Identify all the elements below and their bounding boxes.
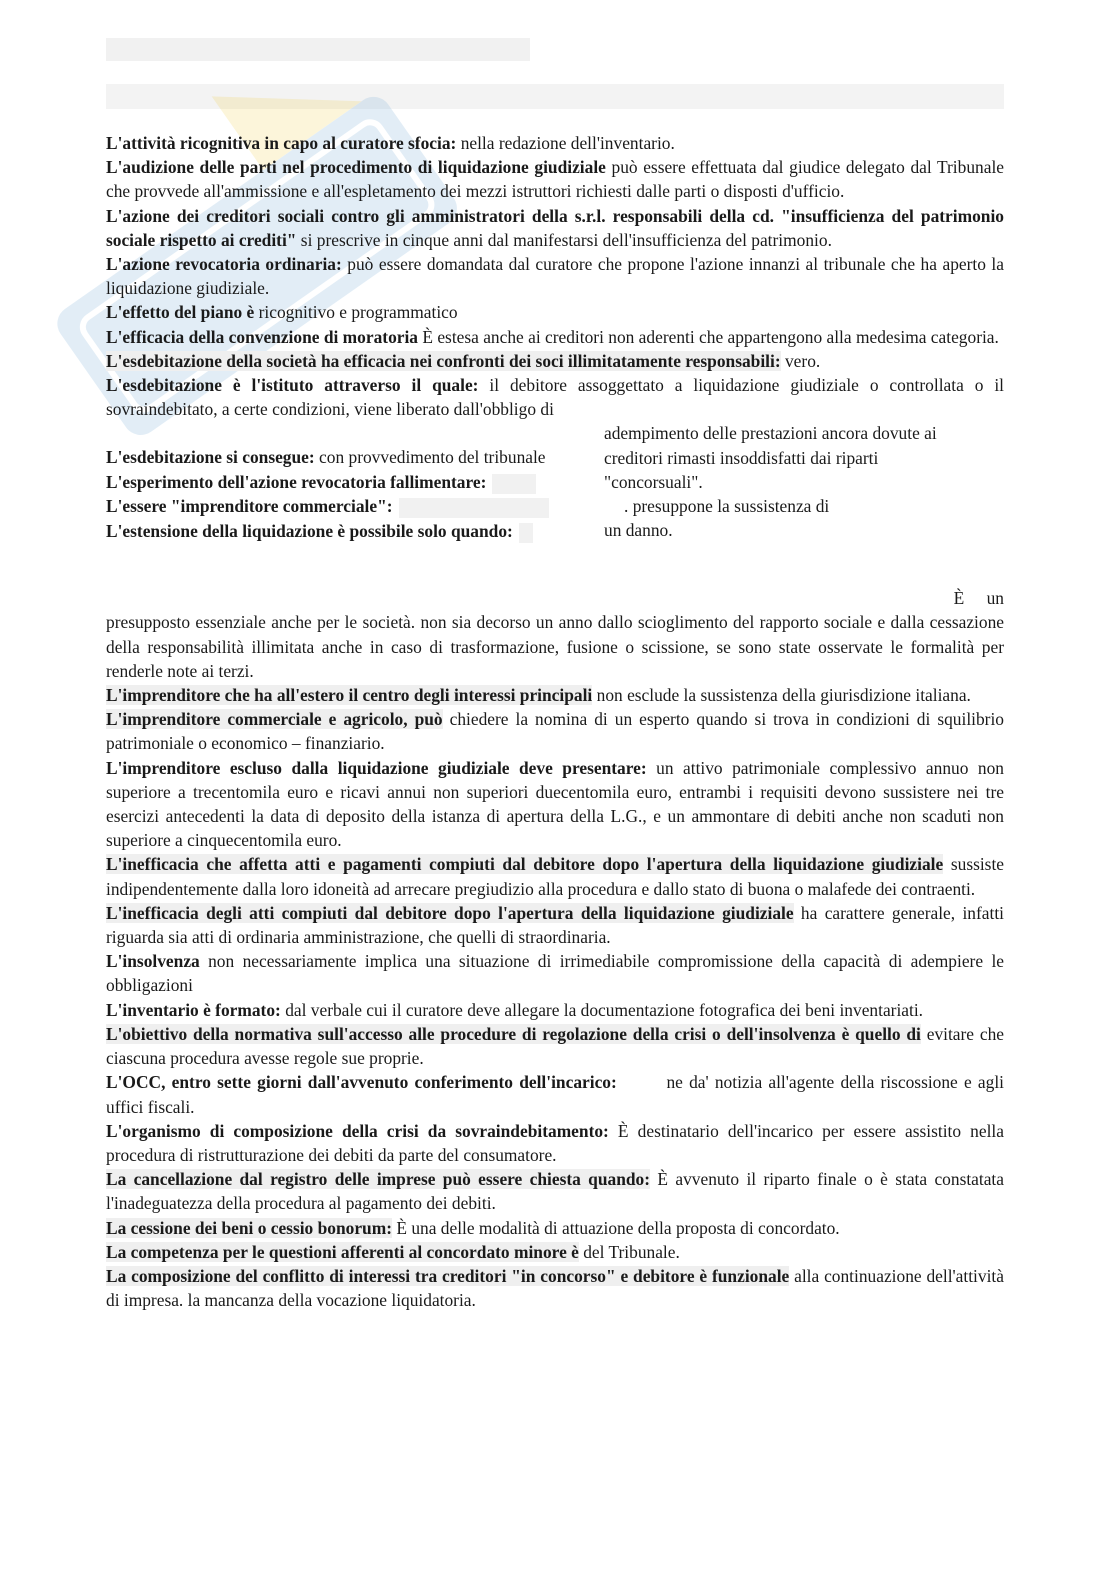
block-right-line: . presuppone la sussistenza di <box>624 496 830 516</box>
definition-entry <box>106 155 1004 203</box>
entry-term: L'esdebitazione della società ha efficacia nei confronti dei soci illimitatamente responsabili: <box>106 350 781 371</box>
entry-text: nella redazione dell'inventario. <box>456 133 675 153</box>
entry-term: L'OCC, entro sette giorni dall'avvenuto conferimento dell'incarico: <box>106 1072 617 1093</box>
definition-entry <box>106 1167 1004 1215</box>
entry-text: È una delle modalità di attuazione della proposta di concordato. <box>392 1217 840 1238</box>
definition-entry <box>106 949 1004 997</box>
block-right-end: È un <box>953 588 1004 609</box>
entry-text: del Tribunale. <box>578 1241 680 1262</box>
entry-text: ne da' notizia all'agente della riscossione e agli uffici fiscali. <box>106 1072 1009 1117</box>
entry-term: L'esdebitazione è l'istituto attraverso il quale: <box>106 375 479 396</box>
entry-term: L'inefficacia degli atti compiuti dal debitore dopo l'apertura della liquidazione giudiziale <box>106 902 794 923</box>
overlapping-text-block <box>106 421 1004 610</box>
definitions-list-b <box>106 683 1009 1312</box>
entry-term: L'azione revocatoria ordinaria: <box>106 254 342 275</box>
entry-term: L'imprenditore escluso dalla liquidazione giudiziale deve presentare: <box>106 757 647 778</box>
entry-text: dal verbale cui il curatore deve allegare la documentazione fotografica dei beni inventariati. <box>280 999 924 1020</box>
entry-text: può essere effettuata dal giudice delegato dal Tribunale che provvede all'ammissione e all'espletamento dei mezzi istruttori richiesti dalle parti o disposti d'ufficio. <box>106 157 1004 202</box>
definition-entry <box>106 1119 1004 1167</box>
block-right-line: creditori rimasti insoddisfatti dai riparti <box>604 447 879 468</box>
definition-entry <box>106 901 1004 949</box>
definition-entry <box>106 325 1004 349</box>
entry-term: L'audizione delle parti nel procedimento di liquidazione giudiziale <box>106 157 606 178</box>
entry-text: ha carattere generale, infatti riguarda sia atti di ordinaria amministrazione, che quelli di straordinaria. <box>106 902 1004 948</box>
definition-entry <box>106 1022 1004 1070</box>
definition-entry <box>106 1264 1004 1312</box>
subheader-placeholder-bar <box>106 84 1004 109</box>
block-left-line: L'estensione della liquidazione è possibile solo quando: <box>106 519 626 544</box>
entry-term: La cancellazione dal registro delle imprese può essere chiesta quando: <box>106 1169 651 1190</box>
header-placeholder-bar <box>106 38 530 61</box>
entry-term: L'attività ricognitiva in capo al curatore sfocia: <box>106 133 457 153</box>
definition-entry <box>106 373 1004 421</box>
definition-entry <box>106 683 1004 707</box>
definition-entry <box>106 998 1004 1022</box>
entry-text: il debitore assoggettato a liquidazione giudiziale o controllata o il sovraindebitato, a certe condizioni, viene liberato dall'obbligo di <box>106 375 1005 420</box>
entry-text: vero. <box>780 350 821 371</box>
entry-text: chiedere la nomina di un esperto quando si trova in condizioni di squilibrio patrimoniale o economico – finanziario. <box>106 709 1005 754</box>
block-left-line: L'esdebitazione si consegue: con provvedimento del tribunale <box>106 447 546 468</box>
definition-entry <box>106 1240 1004 1264</box>
block-left-line: L'esperimento dell'azione revocatoria fallimentare: <box>106 470 626 495</box>
entry-text: È estesa anche ai creditori non aderenti che appartengono alla medesima categoria. <box>418 326 999 347</box>
entry-term: L'inefficacia che affetta atti e pagamenti compiuti dal debitore dopo l'apertura della liquidazione giudiziale <box>106 854 944 875</box>
block-left-line: L'essere "imprenditore commerciale": <box>106 494 626 519</box>
definition-entry <box>106 131 1004 155</box>
entry-text: evitare che ciascuna procedura avesse regole sue proprie. <box>106 1023 1004 1069</box>
entry-text: può essere domandata dal curatore che propone l'azione innanzi al tribunale che ha aperto la liquidazione giudiziale. <box>106 254 1004 299</box>
entry-text: si prescrive in cinque anni dal manifestarsi dell'insufficienza del patrimonio. <box>296 229 832 250</box>
entry-term: L'organismo di composizione della crisi da sovraindebitamento: <box>106 1120 609 1141</box>
entry-text: non necessariamente implica una situazione di irrimediabile compromissione della capacità di adempiere le obbligazioni <box>106 951 1004 996</box>
entry-text: ricognitivo e programmatico <box>254 302 458 323</box>
entry-term: L'imprenditore che ha all'estero il centro degli interessi principali <box>106 685 593 706</box>
document-body <box>106 131 1009 1312</box>
definition-entry <box>106 1070 1009 1118</box>
entry-text: non esclude la sussistenza della giurisdizione italiana. <box>592 685 971 706</box>
block-right-line: adempimento delle prestazioni ancora dovute ai <box>604 423 937 444</box>
definition-entry <box>106 756 1004 853</box>
block-right-line: un danno. <box>604 520 673 541</box>
definition-entry <box>106 349 1004 373</box>
entry-text: sussiste indipendentemente dalla loro idoneità ad arrecare pregiudizio alla procedura e dallo stato di buona o malafede dei contraenti. <box>106 854 1004 899</box>
entry-term: L'imprenditore commerciale e agricolo, può <box>106 709 443 730</box>
entry-term: L'obiettivo della normativa sull'accesso alle procedure di regolazione della crisi o dell'insolvenza è quello di <box>106 1023 921 1044</box>
definition-entry <box>106 852 1004 900</box>
block-right-line: "concorsuali". <box>604 471 703 492</box>
definition-entry <box>106 204 1004 252</box>
definition-entry <box>106 300 1004 324</box>
entry-term: L'insolvenza <box>106 951 200 972</box>
entry-term: L'effetto del piano è <box>106 302 255 323</box>
entry-text: un attivo patrimoniale complessivo annuo non superiore a trecentomila euro e ricavi annui non superiori duecentomila euro, entrambi i requisiti devono sussistere nei tre esercizi antecedenti la data di deposito della istanza di apertura della L.G., e un ammontare di debiti anche non scaduti non superiore a cinquecentomila euro. <box>106 757 1004 851</box>
entry-term: L'efficacia della convenzione di moratoria <box>106 326 419 347</box>
entry-text: È destinatario dell'incarico per essere assistito nella procedura di ristrutturazione dei debiti da parte del consumatore. <box>106 1120 1004 1165</box>
block-left-column <box>106 445 626 543</box>
entry-term: La composizione del conflitto di interessi tra creditori "in concorso" e debitore è funzionale <box>106 1265 790 1286</box>
definition-entry <box>106 1216 1004 1240</box>
continuation-text: presupposto essenziale anche per le società. non sia decorso un anno dallo scioglimento del rapporto sociale e dalla cessazione della responsabilità illimitata anche in caso di trasformazione, fusione o scissione, se sono state osservate le formalità per renderle note ai terzi. <box>106 612 1004 681</box>
definition-entry <box>106 707 1004 755</box>
entry-term: La competenza per le questioni afferenti al concordato minore è <box>106 1241 579 1262</box>
entry-term: La cessione dei beni o cessio bonorum: <box>106 1217 392 1238</box>
definition-entry <box>106 252 1004 300</box>
entry-term: L'inventario è formato: <box>106 999 281 1020</box>
block-right-column <box>604 421 1004 542</box>
definitions-list-a <box>106 131 1004 421</box>
entry-text: alla continuazione dell'attività di impresa. la mancanza della vocazione liquidatoria. <box>106 1265 1004 1311</box>
entry-term: L'azione dei creditori sociali contro gli amministratori della s.r.l. responsabili della cd. "insufficienza del patrimonio sociale rispetto ai crediti" <box>106 205 1004 250</box>
entry-text: È avvenuto il riparto finale o è stata constatata l'inadeguatezza della procedura al pagamento dei debiti. <box>106 1169 1004 1214</box>
